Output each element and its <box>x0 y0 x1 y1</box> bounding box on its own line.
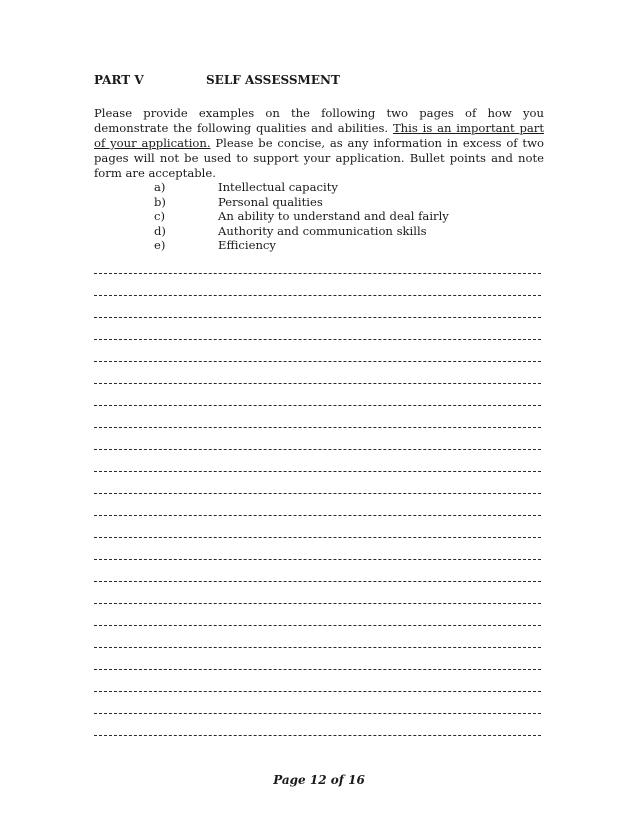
dashed-rule <box>94 735 541 736</box>
quality-label: An ability to understand and deal fairly <box>218 209 449 224</box>
answer-line[interactable] <box>94 488 541 510</box>
dashed-rule <box>94 669 541 670</box>
answer-line[interactable] <box>94 334 541 356</box>
qualities-list <box>154 180 449 253</box>
section-title: SELF ASSESSMENT <box>206 73 340 87</box>
quality-item <box>154 180 449 195</box>
part-label: PART V <box>94 73 144 87</box>
quality-item <box>154 238 449 253</box>
answer-line[interactable] <box>94 510 541 532</box>
answer-line[interactable] <box>94 400 541 422</box>
quality-item <box>154 195 449 210</box>
quality-letter: b) <box>154 194 166 209</box>
dashed-rule <box>94 515 541 516</box>
dashed-rule <box>94 559 541 560</box>
dashed-rule <box>94 361 541 362</box>
answer-line[interactable] <box>94 532 541 554</box>
answer-area[interactable] <box>94 268 541 752</box>
answer-line[interactable] <box>94 664 541 686</box>
answer-line[interactable] <box>94 466 541 488</box>
dashed-rule <box>94 339 541 340</box>
answer-line[interactable] <box>94 312 541 334</box>
dashed-rule <box>94 603 541 604</box>
dashed-rule <box>94 471 541 472</box>
quality-label: Intellectual capacity <box>218 180 338 194</box>
dashed-rule <box>94 449 541 450</box>
quality-label: Efficiency <box>218 238 276 253</box>
dashed-rule <box>94 581 541 582</box>
answer-line[interactable] <box>94 422 541 444</box>
answer-line[interactable] <box>94 444 541 466</box>
answer-line[interactable] <box>94 620 541 642</box>
answer-line[interactable] <box>94 356 541 378</box>
answer-line[interactable] <box>94 686 541 708</box>
dashed-rule <box>94 647 541 648</box>
answer-line[interactable] <box>94 598 541 620</box>
instructions-text-2: Please be concise, as any information in excess of two pages will not be used to support your application. Bullet points and note form are acceptable. <box>94 136 544 180</box>
dashed-rule <box>94 713 541 714</box>
page-number: Page 12 of 16 <box>273 773 365 787</box>
quality-letter: e) <box>154 238 166 253</box>
dashed-rule <box>94 383 541 384</box>
quality-letter: a) <box>154 180 166 194</box>
dashed-rule <box>94 625 541 626</box>
quality-item <box>154 224 449 239</box>
dashed-rule <box>94 295 541 296</box>
dashed-rule <box>94 537 541 538</box>
dashed-rule <box>94 493 541 494</box>
answer-line[interactable] <box>94 378 541 400</box>
answer-line[interactable] <box>94 642 541 664</box>
dashed-rule <box>94 273 541 274</box>
answer-line[interactable] <box>94 576 541 598</box>
quality-label: Personal qualities <box>218 194 323 209</box>
quality-letter: c) <box>154 209 166 224</box>
answer-line[interactable] <box>94 290 541 312</box>
dashed-rule <box>94 427 541 428</box>
instructions-text-1: Please provide examples on the following two pages of how you demonstrate the following qualities and abilities. <box>94 106 544 135</box>
dashed-rule <box>94 405 541 406</box>
dashed-rule <box>94 691 541 692</box>
answer-line[interactable] <box>94 708 541 730</box>
quality-label: Authority and communication skills <box>218 223 427 238</box>
answer-line[interactable] <box>94 554 541 576</box>
quality-item <box>154 209 449 224</box>
instructions-paragraph <box>94 106 544 181</box>
dashed-rule <box>94 317 541 318</box>
instructions-emphasis: This is an important part of your application. <box>94 121 545 150</box>
quality-letter: d) <box>154 223 166 238</box>
answer-line[interactable] <box>94 730 541 752</box>
answer-line[interactable] <box>94 268 541 290</box>
